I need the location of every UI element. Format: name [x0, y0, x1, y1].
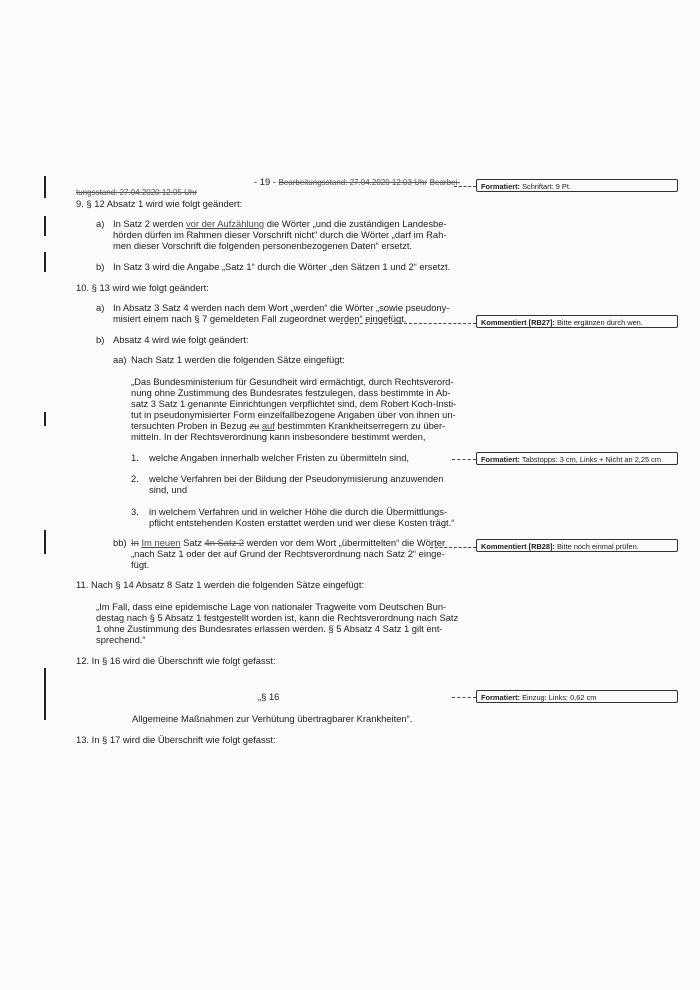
quote-line: sprechend.“ — [96, 634, 146, 645]
item-10a-line: In Absatz 3 Satz 4 werden nach dem Wort „werden“ die Wörter „sowie pseudony- — [113, 302, 450, 313]
comment-text: Tabstopps: 3 cm, Links + Nicht an 2,25 cm — [520, 455, 661, 464]
deleted-text: zu — [249, 420, 260, 431]
item-9: 9. § 12 Absatz 1 wird wie folgt geändert: — [76, 198, 243, 209]
item-10a-marker: a) — [96, 302, 105, 313]
item-10: 10. § 13 wird wie folgt geändert: — [76, 282, 209, 293]
change-bar — [44, 176, 46, 198]
list-number: 1. — [131, 452, 139, 463]
list-number: 3. — [131, 506, 139, 517]
inserted-text: auf — [261, 420, 275, 431]
deleted-stand-line2: tungsstand: 27.04.2020 12:05 Uhr — [76, 188, 197, 197]
paragraph-heading: „§ 16 — [258, 691, 280, 702]
change-bar — [44, 668, 46, 720]
change-bar — [44, 252, 46, 272]
comment-label: Kommentiert [RB27]: — [481, 318, 555, 327]
item-9a-line: hörden dürfen im Rahmen dieser Vorschrift nicht“ durch die Wörter „darf im Rah- — [113, 229, 447, 240]
item-bb-line: „nach Satz 1 oder der auf Grund der Rechtsverordnung nach Satz 2“ einge- — [131, 548, 445, 559]
text: werden vor dem Wort „übermittelten“ die Wörter — [244, 537, 446, 548]
item-13: 13. In § 17 wird die Überschrift wie folgt gefasst: — [76, 734, 276, 745]
deleted-stand: Bearbeitungsstand: 27.04.2020 12:03 Uhr — [278, 178, 428, 187]
comment-balloon[interactable] — [476, 179, 678, 192]
comment-connector — [452, 697, 476, 698]
quote-line — [131, 420, 445, 432]
quote-line: satz 3 Satz 1 genannte Einrichtungen verpflichtet sind, dem Robert Koch-Insti- — [131, 398, 457, 409]
list-number: 2. — [131, 473, 139, 484]
text: Satz — [180, 537, 205, 548]
item-9b-line: In Satz 3 wird die Angabe „Satz 1“ durch die Wörter „den Sätzen 1 und 2“ ersetzt. — [113, 261, 451, 272]
change-bar — [44, 530, 46, 554]
quote-line: 1 ohne Zustimmung des Bundesrates erlassen werden. § 5 Absatz 4 Satz 1 gilt ent- — [96, 623, 443, 634]
item-12: 12. In § 16 wird die Überschrift wie folgt gefasst: — [76, 655, 276, 666]
comment-label: Formatiert: — [481, 455, 521, 464]
quote-line: „Das Bundesministerium für Gesundheit wird ermächtigt, durch Rechtsverord- — [131, 376, 454, 387]
comment-connector — [340, 323, 476, 324]
text: die Wörter „und die zuständigen Landesbe- — [264, 218, 447, 229]
item-9a-line: men dieser Vorschrift die folgenden personenbezogenen Daten“ ersetzt. — [113, 240, 413, 251]
comment-connector — [430, 547, 476, 548]
comment-connector — [454, 186, 476, 187]
inserted-text: vor der Aufzählung — [185, 218, 265, 229]
item-aa-line: Nach Satz 1 werden die folgenden Sätze eingefügt: — [131, 354, 345, 365]
list-item: sind, und — [149, 484, 188, 495]
list-item: welche Verfahren bei der Bildung der Pseudonymisierung anzuwenden — [149, 473, 444, 484]
quote-line: „Im Fall, dass eine epidemische Lage von nationaler Tragweite vom Deutschen Bun- — [96, 601, 447, 612]
quote-line: tut in pseudonymisierter Form einzelfallbezogene Angaben über von ihnen un- — [131, 409, 456, 420]
item-9b-marker: b) — [96, 261, 105, 272]
change-bar — [44, 412, 46, 426]
page-header — [254, 176, 460, 189]
list-item: in welchem Verfahren und in welcher Höhe die durch die Übermittlungs- — [149, 506, 448, 517]
comment-label: Formatiert: — [481, 693, 521, 702]
deleted-text: 4n Satz 2 — [204, 537, 245, 548]
list-item: welche Angaben innerhalb welcher Fristen zu übermitteln sind, — [149, 452, 410, 463]
comment-balloon[interactable] — [476, 315, 678, 328]
quote-line: destag nach § 5 Absatz 1 festgestellt worden ist, kann die Rechtsverordnung nach Satz — [96, 612, 459, 623]
item-9a-marker: a) — [96, 218, 105, 229]
deleted-stand-tail: Bearbei- — [429, 178, 460, 187]
item-9a-line — [113, 218, 447, 230]
page-number: - 19 - — [254, 176, 276, 187]
item-bb-line: fügt. — [131, 559, 150, 570]
change-bar — [44, 216, 46, 236]
quote-line: nung ohne Zustimmung des Bundesrates festzulegen, dass bestimmte in Ab- — [131, 387, 451, 398]
inserted-text: Im neuen — [141, 537, 181, 548]
comment-label: Kommentiert [RB28]: — [481, 542, 555, 551]
text: tersuchten Proben in Bezug — [131, 420, 250, 431]
quote-line: mitteln. In der Rechtsverordnung kann insbesondere bestimmt werden, — [131, 431, 426, 442]
text: In Satz 2 werden — [113, 218, 186, 229]
comment-text: Bitte noch einmal prüfen. — [554, 542, 639, 551]
text: bestimmten Krankheitserregern zu über- — [274, 420, 446, 431]
item-bb-line — [131, 537, 445, 549]
comment-balloon[interactable] — [476, 539, 678, 552]
comment-connector — [452, 459, 476, 460]
deleted-text: In — [131, 537, 139, 548]
comment-label: Formatiert: — [481, 182, 521, 191]
item-10a-line: misiert einem nach § 7 gemeldeten Fall zugeordnet werden“ eingefügt. — [113, 313, 407, 324]
item-aa-marker: aa) — [113, 354, 127, 365]
comment-balloon[interactable] — [476, 690, 678, 703]
list-item: pflicht entstehenden Kosten erstattet werden und wer diese Kosten trägt.“ — [149, 517, 455, 528]
comment-balloon[interactable] — [476, 452, 678, 465]
comment-text: Schriftart: 9 Pt. — [520, 182, 571, 191]
comment-text: Bitte ergänzen durch wen. — [554, 318, 643, 327]
paragraph-title: Allgemeine Maßnahmen zur Verhütung übertragbarer Krankheiten“. — [132, 713, 413, 724]
item-bb-marker: bb) — [113, 537, 127, 548]
item-11: 11. Nach § 14 Absatz 8 Satz 1 werden die folgenden Sätze eingefügt: — [76, 579, 365, 590]
item-10b-marker: b) — [96, 334, 105, 345]
item-10b-line: Absatz 4 wird wie folgt geändert: — [113, 334, 249, 345]
comment-text: Einzug: Links: 0,62 cm — [520, 693, 597, 702]
